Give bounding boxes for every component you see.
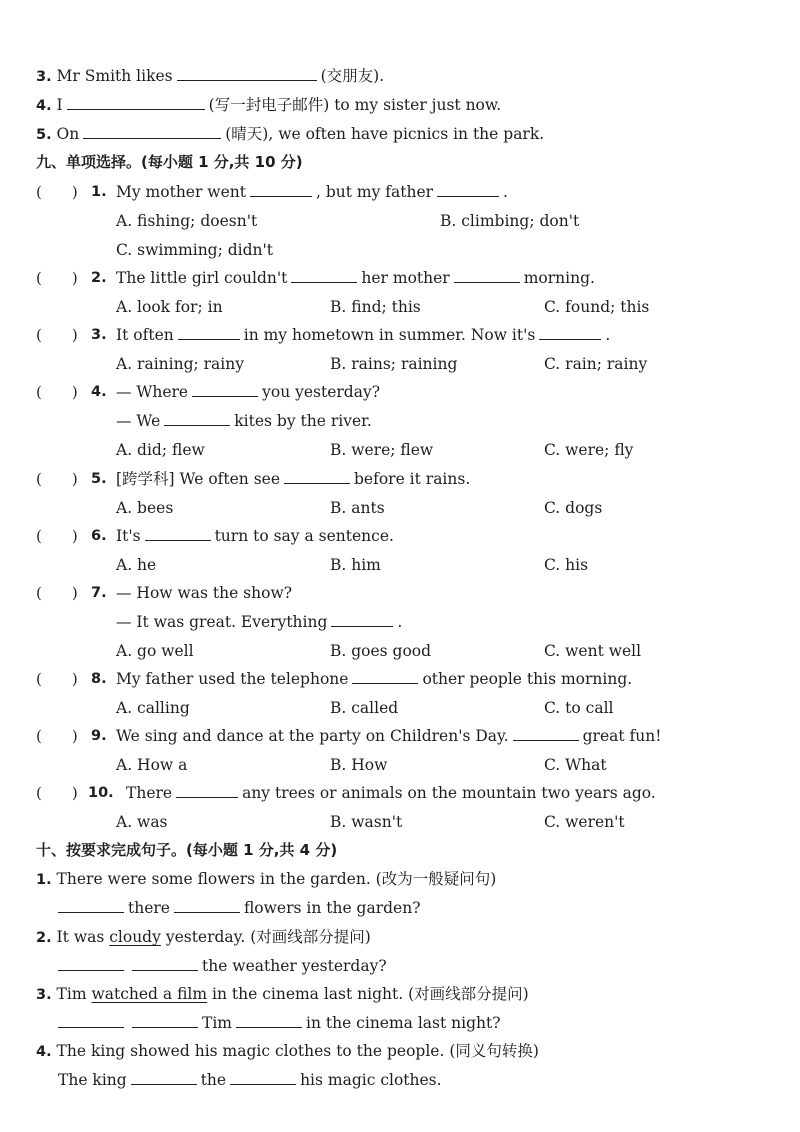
- question-number: 5.: [91, 471, 107, 487]
- answer-paren[interactable]: ( ): [36, 527, 78, 545]
- question-6-stem: It's turn to say a sentence.: [116, 527, 394, 545]
- answer-blank[interactable]: [352, 670, 418, 684]
- rewrite-answer-1: there flowers in the garden?: [58, 898, 421, 918]
- question-number: 10.: [88, 785, 114, 801]
- answer-blank[interactable]: [291, 269, 357, 283]
- fill-in-item: 4. I (写一封电子邮件) to my sister just now.: [36, 96, 502, 114]
- question-7-line-1: — How was the show?: [116, 584, 293, 602]
- option-c[interactable]: C. dogs: [544, 499, 603, 517]
- answer-blank[interactable]: [58, 1014, 124, 1028]
- option-a[interactable]: A. bees: [116, 499, 174, 517]
- rewrite-item-4: 4. The king showed his magic clothes to the people. (同义句转换): [36, 1042, 539, 1060]
- option-a[interactable]: A. fishing; doesn't: [116, 212, 258, 230]
- answer-blank[interactable]: [250, 183, 312, 197]
- option-b[interactable]: B. called: [330, 699, 399, 717]
- option-c[interactable]: C. weren't: [544, 813, 625, 831]
- question-5-stem: [跨学科] We often see before it rains.: [116, 470, 471, 488]
- answer-blank[interactable]: [164, 412, 230, 426]
- option-c[interactable]: C. rain; rainy: [544, 355, 648, 373]
- option-a[interactable]: A. How a: [116, 756, 188, 774]
- question-3-stem: It often in my hometown in summer. Now it's .: [116, 326, 611, 344]
- option-c[interactable]: C. went well: [544, 642, 642, 660]
- section-9-title: 九、单项选择。(每小题 1 分,共 10 分): [36, 153, 303, 171]
- question-number: 3.: [91, 327, 107, 343]
- answer-blank[interactable]: [236, 1014, 302, 1028]
- answer-blank[interactable]: [284, 470, 350, 484]
- answer-paren[interactable]: ( ): [36, 183, 78, 201]
- question-number: 4.: [91, 384, 107, 400]
- question-number: 7.: [91, 585, 107, 601]
- question-2-stem: The little girl couldn't her mother morning.: [116, 269, 595, 287]
- rewrite-item-3: 3. Tim watched a film in the cinema last night. (对画线部分提问): [36, 985, 529, 1003]
- option-c[interactable]: C. swimming; didn't: [116, 241, 274, 259]
- question-number: 1.: [91, 184, 107, 200]
- rewrite-answer-4: The king the his magic clothes.: [58, 1071, 442, 1089]
- option-b[interactable]: B. climbing; don't: [440, 212, 580, 230]
- option-b[interactable]: B. rains; raining: [330, 355, 458, 373]
- answer-paren[interactable]: ( ): [36, 269, 78, 287]
- option-c[interactable]: C. What: [544, 756, 607, 774]
- question-4-line-1: — Where you yesterday?: [116, 383, 381, 401]
- answer-blank[interactable]: [437, 183, 499, 197]
- rewrite-item-1: 1. There were some flowers in the garden. (改为一般疑问句): [36, 870, 497, 888]
- option-c[interactable]: C. found; this: [544, 298, 650, 316]
- option-c[interactable]: C. were; fly: [544, 441, 634, 459]
- option-b[interactable]: B. How: [330, 756, 388, 774]
- question-number: 9.: [91, 728, 107, 744]
- option-c[interactable]: C. to call: [544, 699, 614, 717]
- option-a[interactable]: A. was: [116, 813, 168, 831]
- answer-blank[interactable]: [174, 899, 240, 913]
- fill-in-item: 3. Mr Smith likes (交朋友).: [36, 67, 385, 85]
- question-number: 6.: [91, 528, 107, 544]
- rewrite-item-2: 2. It was cloudy yesterday. (对画线部分提问): [36, 928, 371, 946]
- answer-blank[interactable]: [132, 1014, 198, 1028]
- option-b[interactable]: B. wasn't: [330, 813, 403, 831]
- question-number: 2.: [91, 270, 107, 286]
- answer-blank[interactable]: [454, 269, 520, 283]
- answer-paren[interactable]: ( ): [36, 784, 78, 802]
- option-b[interactable]: B. him: [330, 556, 381, 574]
- option-a[interactable]: A. look for; in: [116, 298, 223, 316]
- answer-blank[interactable]: [58, 957, 124, 971]
- answer-blank[interactable]: [513, 727, 579, 741]
- answer-blank[interactable]: [331, 613, 393, 627]
- answer-blank[interactable]: [176, 784, 238, 798]
- answer-blank[interactable]: [67, 96, 205, 110]
- option-b[interactable]: B. find; this: [330, 298, 421, 316]
- answer-blank[interactable]: [145, 527, 211, 541]
- answer-blank[interactable]: [177, 67, 317, 81]
- rewrite-answer-2: the weather yesterday?: [58, 956, 387, 976]
- option-b[interactable]: B. were; flew: [330, 441, 434, 459]
- question-1-stem: My mother went , but my father .: [116, 183, 508, 201]
- option-c[interactable]: C. his: [544, 556, 589, 574]
- answer-paren[interactable]: ( ): [36, 584, 78, 602]
- underlined-phrase: watched a film: [91, 985, 208, 1003]
- answer-blank[interactable]: [539, 326, 601, 340]
- option-a[interactable]: A. he: [116, 556, 157, 574]
- question-7-line-2: — It was great. Everything .: [116, 613, 403, 631]
- answer-blank[interactable]: [83, 125, 221, 139]
- underlined-phrase: cloudy: [109, 928, 161, 946]
- cross-subject-tag: [跨学科]: [116, 470, 175, 488]
- option-b[interactable]: B. goes good: [330, 642, 432, 660]
- question-8-stem: My father used the telephone other people this morning.: [116, 670, 633, 688]
- answer-blank[interactable]: [131, 1071, 197, 1085]
- question-number: 8.: [91, 671, 107, 687]
- answer-paren[interactable]: ( ): [36, 326, 78, 344]
- question-4-line-2: — We kites by the river.: [116, 412, 372, 430]
- option-a[interactable]: A. go well: [116, 642, 194, 660]
- answer-paren[interactable]: ( ): [36, 670, 78, 688]
- answer-paren[interactable]: ( ): [36, 383, 78, 401]
- section-10-title: 十、按要求完成句子。(每小题 1 分,共 4 分): [36, 841, 338, 859]
- answer-blank[interactable]: [132, 957, 198, 971]
- option-b[interactable]: B. ants: [330, 499, 385, 517]
- option-a[interactable]: A. did; flew: [116, 441, 205, 459]
- answer-blank[interactable]: [58, 899, 124, 913]
- question-10-stem: There any trees or animals on the mountain two years ago.: [126, 784, 656, 802]
- rewrite-answer-3: Tim in the cinema last night?: [58, 1013, 501, 1033]
- answer-blank[interactable]: [192, 383, 258, 397]
- option-a[interactable]: A. raining; rainy: [116, 355, 244, 373]
- answer-paren[interactable]: ( ): [36, 470, 78, 488]
- option-a[interactable]: A. calling: [116, 699, 190, 717]
- answer-blank[interactable]: [230, 1071, 296, 1085]
- answer-blank[interactable]: [178, 326, 240, 340]
- question-9-stem: We sing and dance at the party on Children's Day. great fun!: [116, 727, 662, 745]
- fill-in-item: 5. On (晴天), we often have picnics in the park.: [36, 125, 545, 143]
- answer-paren[interactable]: ( ): [36, 727, 78, 745]
